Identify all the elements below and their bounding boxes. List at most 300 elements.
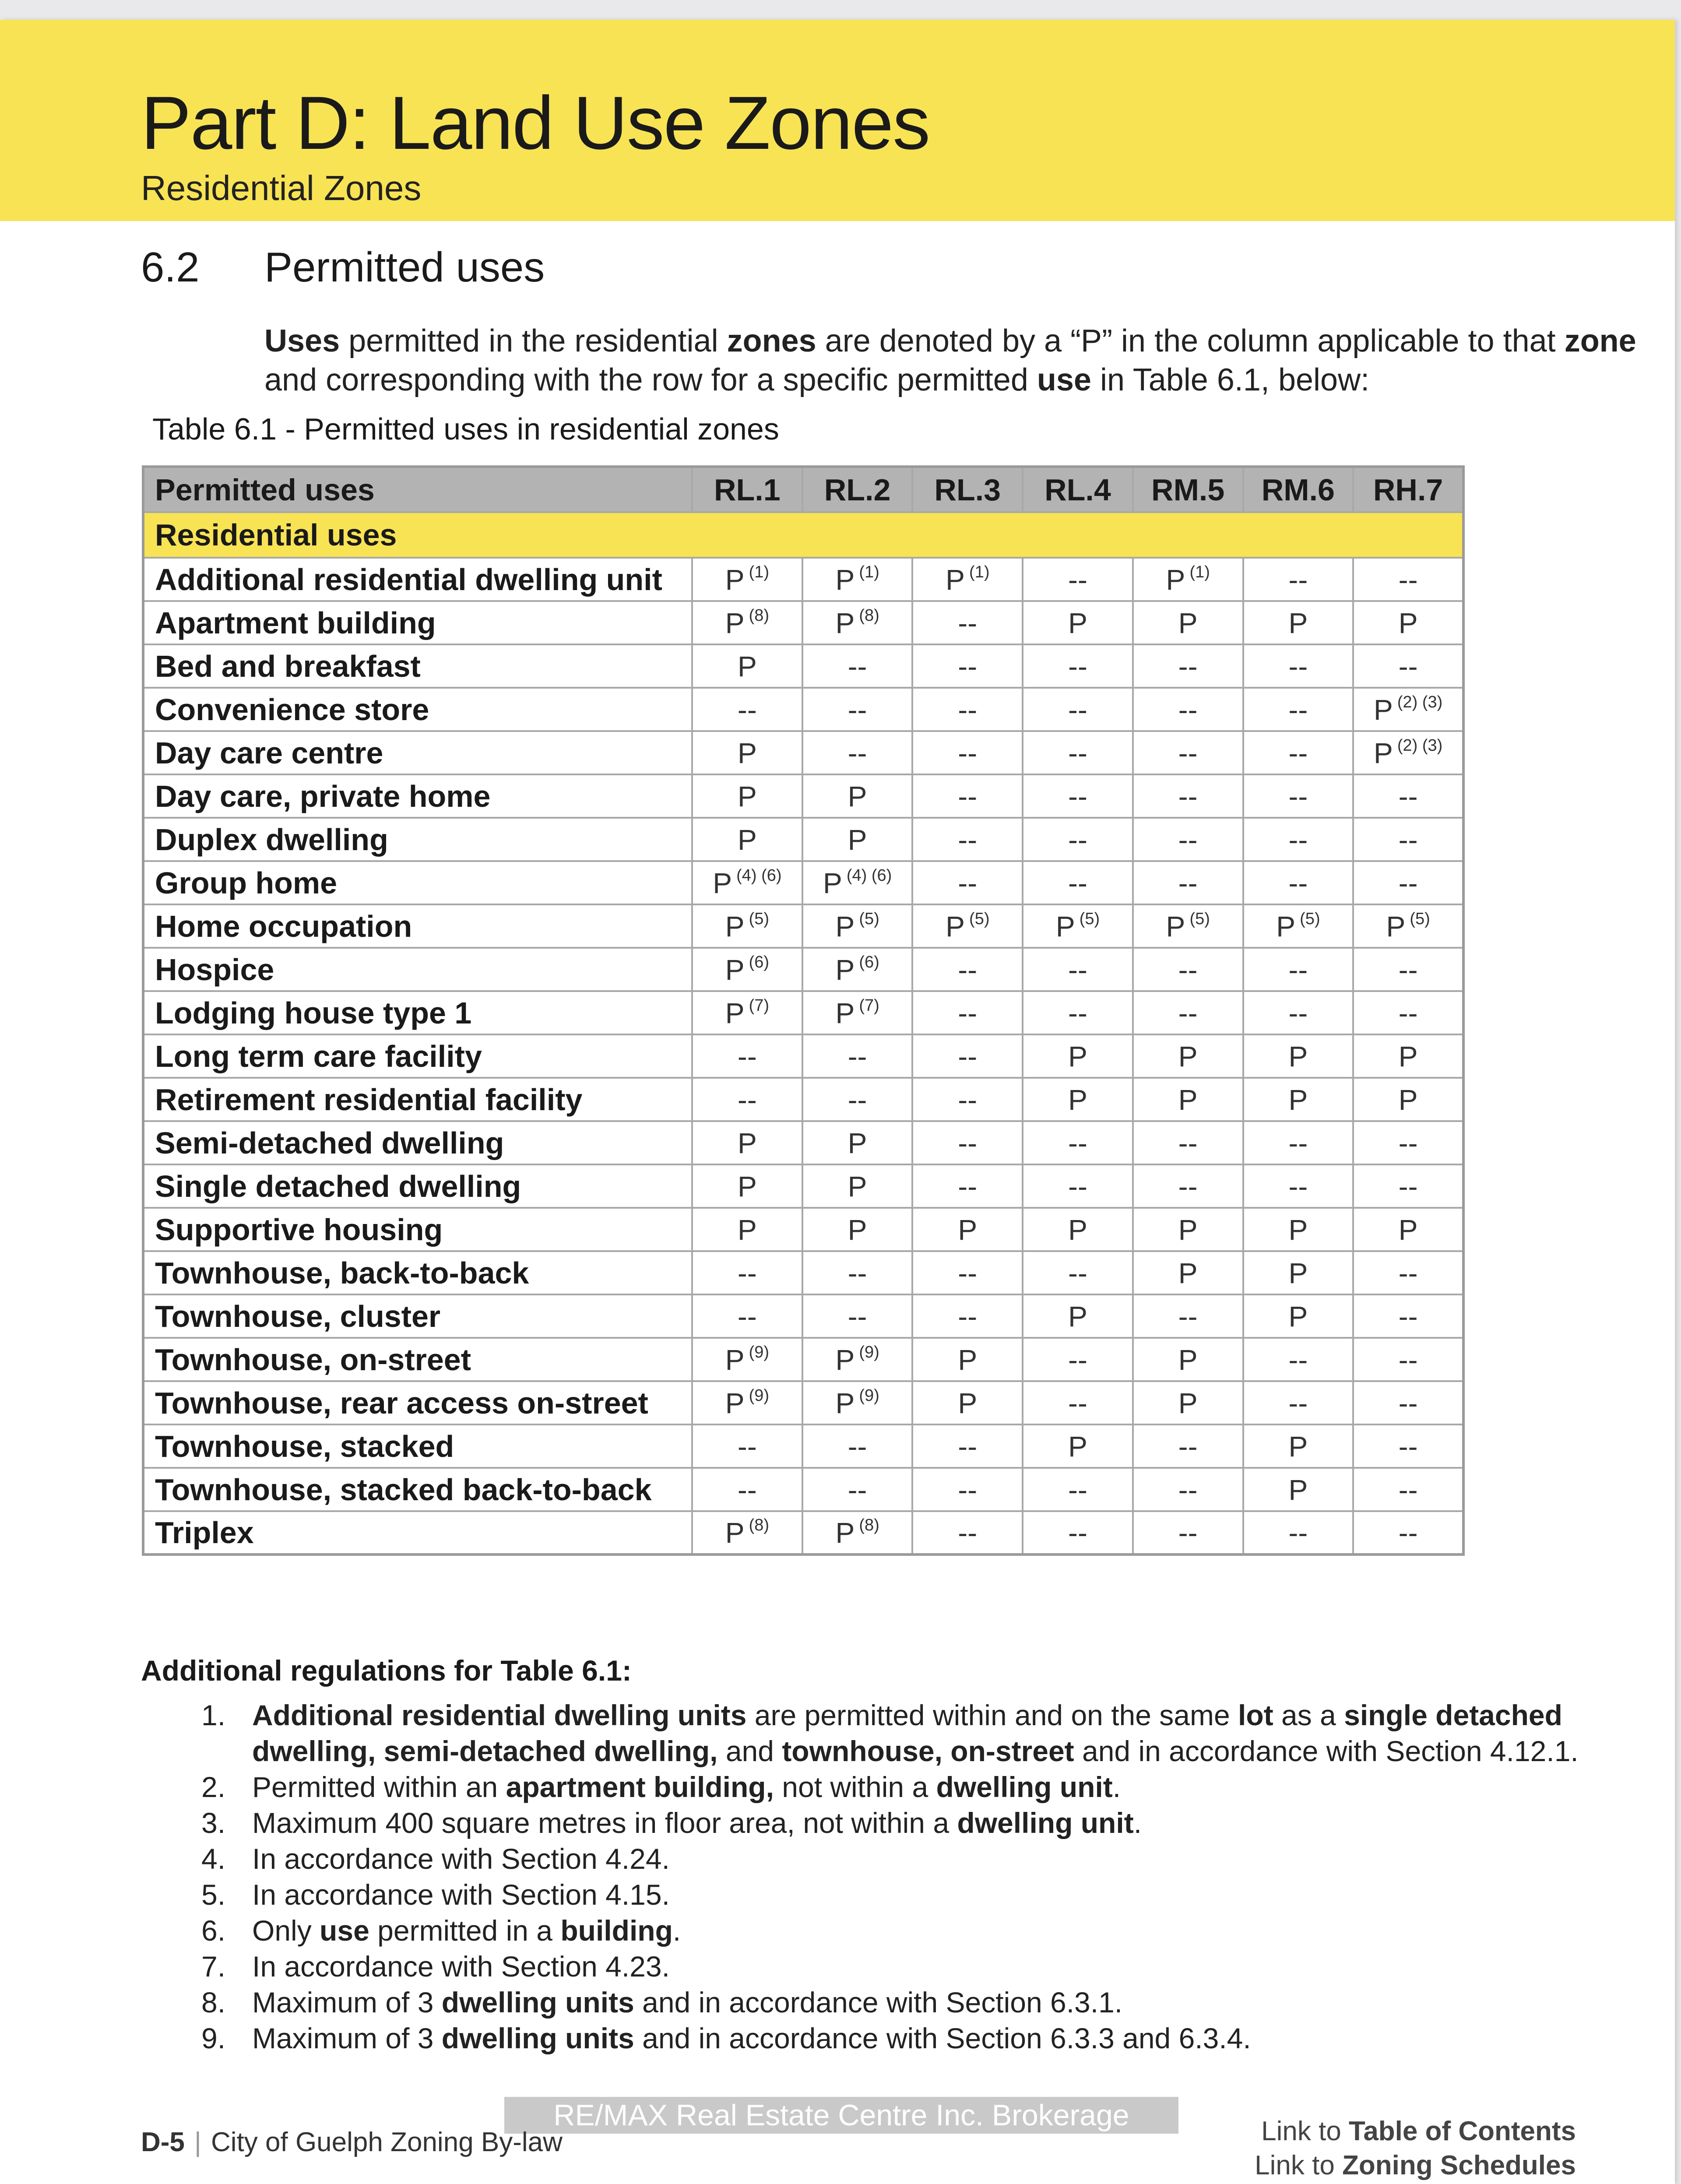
text-run: as a bbox=[1273, 1699, 1344, 1731]
permission-cell: -- bbox=[1023, 688, 1133, 731]
permission-cell: -- bbox=[1023, 774, 1133, 818]
text-run: Maximum 400 square metres in floor area, not within a bbox=[252, 1807, 957, 1839]
table-row bbox=[143, 1034, 1463, 1078]
group-row bbox=[143, 512, 1463, 558]
permission-cell: -- bbox=[1353, 1511, 1463, 1554]
permission-cell: -- bbox=[1133, 1121, 1243, 1164]
table-row bbox=[143, 1208, 1463, 1251]
table-row bbox=[143, 1381, 1463, 1424]
permission-cell: -- bbox=[912, 774, 1023, 818]
use-convenience-store: Convenience store bbox=[143, 688, 692, 731]
permission-cell: P bbox=[1133, 601, 1243, 644]
page-number: D-5 bbox=[141, 2127, 185, 2157]
regulation-line bbox=[252, 1948, 1629, 1984]
permission-cell: -- bbox=[1243, 991, 1354, 1034]
permission-cell: -- bbox=[1243, 1381, 1354, 1424]
permission-cell: -- bbox=[1353, 1294, 1463, 1338]
permission-cell: -- bbox=[1023, 644, 1133, 688]
permission-cell: -- bbox=[692, 1468, 802, 1511]
permission-cell: P $^{(9)}$ bbox=[802, 1338, 913, 1381]
use-long-term-care-facility: Long term care facility bbox=[143, 1034, 692, 1078]
use-hospice: Hospice bbox=[143, 948, 692, 991]
intro-line-1 bbox=[264, 322, 1636, 361]
permission-cell: -- bbox=[912, 1251, 1023, 1294]
use-apartment-building: Apartment building bbox=[143, 601, 692, 644]
permission-cell: P $^{(4) (6)}$ bbox=[692, 861, 802, 904]
document-name: City of Guelph Zoning By-law bbox=[211, 2127, 563, 2157]
table-row bbox=[143, 1164, 1463, 1208]
permission-cell: -- bbox=[1353, 1381, 1463, 1424]
table-row bbox=[143, 558, 1463, 601]
permission-cell: -- bbox=[912, 688, 1023, 731]
use-home-occupation: Home occupation bbox=[143, 904, 692, 948]
text-run: . bbox=[1112, 1771, 1121, 1803]
text-run: Link to bbox=[1261, 2116, 1349, 2146]
section-number: 6.2 bbox=[141, 244, 200, 291]
use-townhouse-stacked-back-to-back: Townhouse, stacked back-to-back bbox=[143, 1468, 692, 1511]
permission-cell: P $^{(8)}$ bbox=[692, 1511, 802, 1554]
table-row bbox=[143, 1338, 1463, 1381]
intro-text: in Table 6.1, below: bbox=[1091, 362, 1370, 397]
defined-term: lot bbox=[1238, 1699, 1273, 1731]
permission-cell: P bbox=[802, 1208, 913, 1251]
regulation-line bbox=[252, 1805, 1629, 1841]
defined-term: Zoning Schedules bbox=[1342, 2150, 1576, 2180]
permission-cell: P bbox=[692, 731, 802, 774]
regulation-number: 4. bbox=[201, 1843, 226, 1875]
footnote-ref: (8) bbox=[859, 1516, 879, 1534]
permission-cell: P $^{(9)}$ bbox=[802, 1381, 913, 1424]
permission-cell: P $^{(5)}$ bbox=[1133, 904, 1243, 948]
use-triplex: Triplex bbox=[143, 1511, 692, 1554]
permission-cell: -- bbox=[1353, 1121, 1463, 1164]
regulation-item bbox=[141, 1697, 1629, 1769]
footnote-ref: (5) bbox=[1410, 909, 1430, 928]
permission-cell: P bbox=[1353, 601, 1463, 644]
defined-term: dwelling units bbox=[441, 2022, 634, 2054]
permission-cell: -- bbox=[1133, 688, 1243, 731]
regulation-line bbox=[252, 1769, 1629, 1805]
permission-cell: P bbox=[1243, 1034, 1354, 1078]
permission-cell: P bbox=[1243, 1251, 1354, 1294]
footer-link[interactable] bbox=[1160, 2149, 1576, 2183]
regulation-item bbox=[141, 1841, 1629, 1877]
permission-cell: -- bbox=[1023, 1121, 1133, 1164]
permission-cell: P $^{(5)}$ bbox=[1023, 904, 1133, 948]
header-zone: RH.7 bbox=[1353, 467, 1463, 512]
permission-cell: -- bbox=[1353, 1338, 1463, 1381]
permission-cell: -- bbox=[912, 731, 1023, 774]
permission-cell: -- bbox=[802, 1294, 913, 1338]
defined-term: dwelling, semi-detached dwelling, bbox=[252, 1735, 718, 1767]
permission-cell: -- bbox=[1353, 1468, 1463, 1511]
permission-cell: -- bbox=[1133, 991, 1243, 1034]
permission-cell: P bbox=[1133, 1078, 1243, 1121]
defined-term: Table of Contents bbox=[1349, 2116, 1576, 2146]
permission-cell: -- bbox=[1023, 818, 1133, 861]
permission-cell: -- bbox=[1133, 1468, 1243, 1511]
document-page bbox=[0, 20, 1675, 2184]
footnote-ref: (5) bbox=[749, 909, 770, 928]
permission-cell: P bbox=[912, 1381, 1023, 1424]
footnote-ref: (1) bbox=[969, 563, 990, 581]
permission-cell: -- bbox=[1353, 948, 1463, 991]
footnote-ref: (6) bbox=[749, 953, 770, 971]
permission-cell: P bbox=[1243, 1208, 1354, 1251]
regulation-item bbox=[141, 2020, 1629, 2056]
regulation-item bbox=[141, 1877, 1629, 1913]
permission-cell: -- bbox=[1023, 731, 1133, 774]
intro-term: use bbox=[1037, 362, 1091, 397]
permission-cell: P $^{(6)}$ bbox=[802, 948, 913, 991]
header-zone: RL.3 bbox=[912, 467, 1023, 512]
permission-cell: P $^{(8)}$ bbox=[802, 601, 913, 644]
defined-term: Additional residential dwelling units bbox=[252, 1699, 747, 1731]
defined-term: townhouse, on-street bbox=[782, 1735, 1074, 1767]
intro-term: Uses bbox=[264, 324, 340, 359]
regulation-line bbox=[252, 1697, 1629, 1733]
permission-cell: -- bbox=[1023, 1251, 1133, 1294]
permission-cell: -- bbox=[1353, 558, 1463, 601]
table-row bbox=[143, 818, 1463, 861]
permission-cell: P $^{(5)}$ bbox=[692, 904, 802, 948]
text-run: . bbox=[1133, 1807, 1142, 1839]
permission-cell: -- bbox=[1353, 644, 1463, 688]
group-label: Residential uses bbox=[143, 512, 1463, 558]
footer-link[interactable] bbox=[1160, 2114, 1576, 2149]
permission-cell: P $^{(5)}$ bbox=[1243, 904, 1354, 948]
permission-cell: -- bbox=[802, 1468, 913, 1511]
defined-term: dwelling unit bbox=[936, 1771, 1113, 1803]
footnote-ref: (4) (6) bbox=[846, 866, 892, 885]
header-zone: RL.2 bbox=[802, 467, 913, 512]
permission-cell: -- bbox=[1133, 1511, 1243, 1554]
regulation-item bbox=[141, 1913, 1629, 1948]
use-supportive-housing: Supportive housing bbox=[143, 1208, 692, 1251]
use-townhouse-rear-access-on-street: Townhouse, rear access on-street bbox=[143, 1381, 692, 1424]
permission-cell: P bbox=[1353, 1078, 1463, 1121]
permission-cell: -- bbox=[912, 644, 1023, 688]
permission-cell: -- bbox=[912, 601, 1023, 644]
use-group-home: Group home bbox=[143, 861, 692, 904]
intro-paragraph bbox=[264, 322, 1636, 400]
defined-term: use bbox=[320, 1914, 369, 1947]
header-zone: RM.5 bbox=[1133, 467, 1243, 512]
regulation-line bbox=[252, 2020, 1629, 2056]
permission-cell: P bbox=[1353, 1034, 1463, 1078]
footnote-ref: (5) bbox=[859, 909, 879, 928]
permission-cell: -- bbox=[1243, 861, 1354, 904]
permission-cell: -- bbox=[1133, 818, 1243, 861]
text-run: Maximum of 3 bbox=[252, 1986, 442, 2019]
footnote-ref: (5) bbox=[969, 909, 990, 928]
table-row bbox=[143, 774, 1463, 818]
footnote-ref: (9) bbox=[859, 1343, 879, 1361]
table-row bbox=[143, 1078, 1463, 1121]
permission-cell: P bbox=[1133, 1208, 1243, 1251]
footnote-ref: (7) bbox=[859, 996, 879, 1015]
intro-term: zones bbox=[727, 324, 816, 359]
text-run: and bbox=[717, 1735, 782, 1767]
use-bed-and-breakfast: Bed and breakfast bbox=[143, 644, 692, 688]
permission-cell: -- bbox=[1023, 1164, 1133, 1208]
permission-cell: P $^{(1)}$ bbox=[1133, 558, 1243, 601]
header-banner bbox=[0, 20, 1675, 221]
permission-cell: P bbox=[692, 774, 802, 818]
permission-cell: -- bbox=[1243, 1511, 1354, 1554]
permission-cell: P $^{(1)}$ bbox=[912, 558, 1023, 601]
permission-cell: -- bbox=[1023, 1338, 1133, 1381]
permission-cell: P bbox=[1133, 1338, 1243, 1381]
table-row bbox=[143, 731, 1463, 774]
text-run: Link to bbox=[1255, 2150, 1343, 2180]
use-townhouse-cluster: Townhouse, cluster bbox=[143, 1294, 692, 1338]
page-subtitle: Residential Zones bbox=[141, 169, 422, 207]
regulation-number: 2. bbox=[201, 1771, 226, 1803]
permission-cell: -- bbox=[912, 1121, 1023, 1164]
permission-cell: -- bbox=[1353, 1251, 1463, 1294]
permission-cell: P bbox=[1353, 1208, 1463, 1251]
permission-cell: -- bbox=[692, 1251, 802, 1294]
permission-cell: P $^{(9)}$ bbox=[692, 1338, 802, 1381]
text-run: Maximum of 3 bbox=[252, 2022, 442, 2054]
table-row bbox=[143, 644, 1463, 688]
regulation-line bbox=[252, 1913, 1629, 1948]
intro-text: and corresponding with the row for a specific permitted bbox=[264, 362, 1037, 397]
defined-term: dwelling units bbox=[441, 1986, 634, 2019]
permission-cell: P bbox=[1133, 1381, 1243, 1424]
permitted-uses-table bbox=[142, 465, 1465, 1556]
footnote-ref: (8) bbox=[749, 606, 770, 625]
permission-cell: -- bbox=[912, 818, 1023, 861]
permission-cell: -- bbox=[1023, 558, 1133, 601]
permission-cell: P $^{(9)}$ bbox=[692, 1381, 802, 1424]
permission-cell: P $^{(8)}$ bbox=[802, 1511, 913, 1554]
table-row bbox=[143, 601, 1463, 644]
footnote-ref: (4) (6) bbox=[736, 866, 782, 885]
permission-cell: -- bbox=[1133, 1294, 1243, 1338]
permission-cell: P bbox=[1023, 1034, 1133, 1078]
table-row bbox=[143, 991, 1463, 1034]
footnote-ref: (1) bbox=[1189, 563, 1210, 581]
permission-cell: -- bbox=[1133, 644, 1243, 688]
permission-cell: -- bbox=[1243, 644, 1354, 688]
permission-cell: -- bbox=[1353, 1164, 1463, 1208]
regulation-line bbox=[252, 1984, 1629, 2020]
permission-cell: P $^{(1)}$ bbox=[802, 558, 913, 601]
text-run: and in accordance with Section 4.12.1. bbox=[1074, 1735, 1579, 1767]
table-header-row bbox=[143, 467, 1463, 512]
permission-cell: P $^{(5)}$ bbox=[802, 904, 913, 948]
use-semi-detached-dwelling: Semi-detached dwelling bbox=[143, 1121, 692, 1164]
permission-cell: -- bbox=[1353, 1424, 1463, 1468]
use-duplex-dwelling: Duplex dwelling bbox=[143, 818, 692, 861]
permission-cell: P bbox=[692, 1121, 802, 1164]
permission-cell: -- bbox=[1243, 774, 1354, 818]
regulation-number: 3. bbox=[201, 1807, 226, 1839]
permission-cell: -- bbox=[1353, 991, 1463, 1034]
text-run: In accordance with Section 4.15. bbox=[252, 1878, 670, 1911]
intro-term: zone bbox=[1564, 324, 1636, 359]
permission-cell: P bbox=[802, 1164, 913, 1208]
permission-cell: P $^{(2) (3)}$ bbox=[1353, 731, 1463, 774]
table-row bbox=[143, 1468, 1463, 1511]
footnote-ref: (9) bbox=[749, 1386, 770, 1405]
permission-cell: -- bbox=[692, 1078, 802, 1121]
permission-cell: -- bbox=[1133, 948, 1243, 991]
permission-cell: -- bbox=[1243, 818, 1354, 861]
permission-cell: P bbox=[1243, 1468, 1354, 1511]
permission-cell: P bbox=[1243, 1424, 1354, 1468]
intro-text: are denoted by a “P” in the column applicable to that bbox=[816, 324, 1565, 359]
permission-cell: -- bbox=[1243, 1164, 1354, 1208]
footer-separator: | bbox=[194, 2127, 202, 2157]
permission-cell: P $^{(4) (6)}$ bbox=[802, 861, 913, 904]
defined-term: dwelling unit bbox=[957, 1807, 1134, 1839]
permission-cell: P bbox=[692, 1164, 802, 1208]
permission-cell: -- bbox=[1243, 558, 1354, 601]
permission-cell: -- bbox=[912, 1078, 1023, 1121]
text-run: and in accordance with Section 6.3.1. bbox=[634, 1986, 1123, 2019]
regulation-number: 6. bbox=[201, 1914, 226, 1947]
table-row bbox=[143, 948, 1463, 991]
permission-cell: -- bbox=[912, 1424, 1023, 1468]
regulation-item bbox=[141, 1805, 1629, 1841]
use-additional-residential-dwelling-unit: Additional residential dwelling unit bbox=[143, 558, 692, 601]
defined-term: single detached bbox=[1344, 1699, 1562, 1731]
table-row bbox=[143, 1121, 1463, 1164]
permission-cell: P $^{(1)}$ bbox=[692, 558, 802, 601]
permission-cell: -- bbox=[1243, 688, 1354, 731]
text-run: In accordance with Section 4.23. bbox=[252, 1950, 670, 1983]
watermark: RE/MAX Real Estate Centre Inc. Brokerage bbox=[504, 2097, 1178, 2134]
permission-cell: P bbox=[692, 644, 802, 688]
regulation-line bbox=[252, 1733, 1629, 1769]
permission-cell: -- bbox=[1243, 1338, 1354, 1381]
permission-cell: -- bbox=[1243, 948, 1354, 991]
permission-cell: -- bbox=[1353, 818, 1463, 861]
permission-cell: P bbox=[802, 818, 913, 861]
permission-cell: P $^{(5)}$ bbox=[1353, 904, 1463, 948]
text-run: Only bbox=[252, 1914, 320, 1947]
permission-cell: -- bbox=[1243, 1121, 1354, 1164]
table-row bbox=[143, 688, 1463, 731]
intro-line-2 bbox=[264, 361, 1578, 400]
permission-cell: P bbox=[802, 1121, 913, 1164]
defined-term: building bbox=[560, 1914, 673, 1947]
regulation-number: 1. bbox=[201, 1699, 226, 1731]
use-single-detached-dwelling: Single detached dwelling bbox=[143, 1164, 692, 1208]
permission-cell: -- bbox=[1023, 861, 1133, 904]
table-row bbox=[143, 1294, 1463, 1338]
permission-cell: -- bbox=[692, 1294, 802, 1338]
text-run: In accordance with Section 4.24. bbox=[252, 1843, 670, 1875]
permission-cell: -- bbox=[912, 1511, 1023, 1554]
permission-cell: -- bbox=[1023, 1511, 1133, 1554]
permission-cell: P bbox=[1023, 1078, 1133, 1121]
header-permitted-uses: Permitted uses bbox=[143, 467, 692, 512]
footnote-ref: (6) bbox=[859, 953, 879, 971]
permission-cell: -- bbox=[912, 948, 1023, 991]
permission-cell: -- bbox=[802, 688, 913, 731]
permission-cell: -- bbox=[1133, 774, 1243, 818]
footnote-ref: (9) bbox=[749, 1343, 770, 1361]
text-run: not within a bbox=[774, 1771, 936, 1803]
use-townhouse-back-to-back: Townhouse, back-to-back bbox=[143, 1251, 692, 1294]
header-zone: RM.6 bbox=[1243, 467, 1354, 512]
regulation-line bbox=[252, 1877, 1629, 1913]
text-run: are permitted within and on the same bbox=[746, 1699, 1238, 1731]
permission-cell: -- bbox=[912, 1294, 1023, 1338]
permission-cell: -- bbox=[1023, 1381, 1133, 1424]
defined-term: apartment building, bbox=[506, 1771, 774, 1803]
use-townhouse-stacked: Townhouse, stacked bbox=[143, 1424, 692, 1468]
permission-cell: P bbox=[1243, 601, 1354, 644]
permission-cell: -- bbox=[1353, 861, 1463, 904]
permission-cell: -- bbox=[1133, 1424, 1243, 1468]
regulation-line bbox=[252, 1841, 1629, 1877]
table-row bbox=[143, 904, 1463, 948]
use-lodging-house-type-1: Lodging house type 1 bbox=[143, 991, 692, 1034]
regulation-item bbox=[141, 1769, 1629, 1805]
permission-cell: P bbox=[1243, 1078, 1354, 1121]
table-row bbox=[143, 1251, 1463, 1294]
permission-cell: P bbox=[1133, 1034, 1243, 1078]
header-zone: RL.1 bbox=[692, 467, 802, 512]
permission-cell: -- bbox=[1353, 774, 1463, 818]
permission-cell: P $^{(7)}$ bbox=[802, 991, 913, 1034]
use-townhouse-on-street: Townhouse, on-street bbox=[143, 1338, 692, 1381]
permission-cell: P bbox=[1133, 1251, 1243, 1294]
regulation-item bbox=[141, 1984, 1629, 2020]
permission-cell: P $^{(8)}$ bbox=[692, 601, 802, 644]
permission-cell: -- bbox=[1023, 991, 1133, 1034]
permission-cell: -- bbox=[1023, 948, 1133, 991]
footnote-ref: (5) bbox=[1189, 909, 1210, 928]
permission-cell: -- bbox=[692, 1424, 802, 1468]
permission-cell: -- bbox=[692, 688, 802, 731]
use-day-care-private-home: Day care, private home bbox=[143, 774, 692, 818]
regulation-number: 9. bbox=[201, 2022, 226, 2054]
footnote-ref: (1) bbox=[859, 563, 879, 581]
footnote-ref: (1) bbox=[749, 563, 770, 581]
regulation-number: 8. bbox=[201, 1986, 226, 2019]
permission-cell: P bbox=[802, 774, 913, 818]
permission-cell: -- bbox=[802, 731, 913, 774]
permission-cell: P $^{(6)}$ bbox=[692, 948, 802, 991]
table-row bbox=[143, 1424, 1463, 1468]
text-run: and in accordance with Section 6.3.3 and 6.3.4. bbox=[634, 2022, 1251, 2054]
header-zone: RL.4 bbox=[1023, 467, 1133, 512]
regulations-list bbox=[141, 1697, 1629, 2056]
footer-links bbox=[1160, 2114, 1576, 2183]
table-row bbox=[143, 861, 1463, 904]
use-day-care-centre: Day care centre bbox=[143, 731, 692, 774]
text-run: . bbox=[672, 1914, 681, 1947]
footer-page-label bbox=[141, 2129, 563, 2156]
permission-cell: -- bbox=[1133, 1164, 1243, 1208]
permission-cell: P bbox=[912, 1338, 1023, 1381]
permission-cell: P bbox=[692, 1208, 802, 1251]
permission-cell: P bbox=[912, 1208, 1023, 1251]
regulation-number: 7. bbox=[201, 1950, 226, 1983]
footnote-ref: (7) bbox=[749, 996, 770, 1015]
table-caption: Table 6.1 - Permitted uses in residential zones bbox=[152, 412, 779, 446]
section-title: Permitted uses bbox=[264, 244, 545, 291]
footnote-ref: (8) bbox=[859, 606, 879, 625]
permission-cell: -- bbox=[802, 1251, 913, 1294]
footnote-ref: (2) (3) bbox=[1397, 693, 1443, 711]
